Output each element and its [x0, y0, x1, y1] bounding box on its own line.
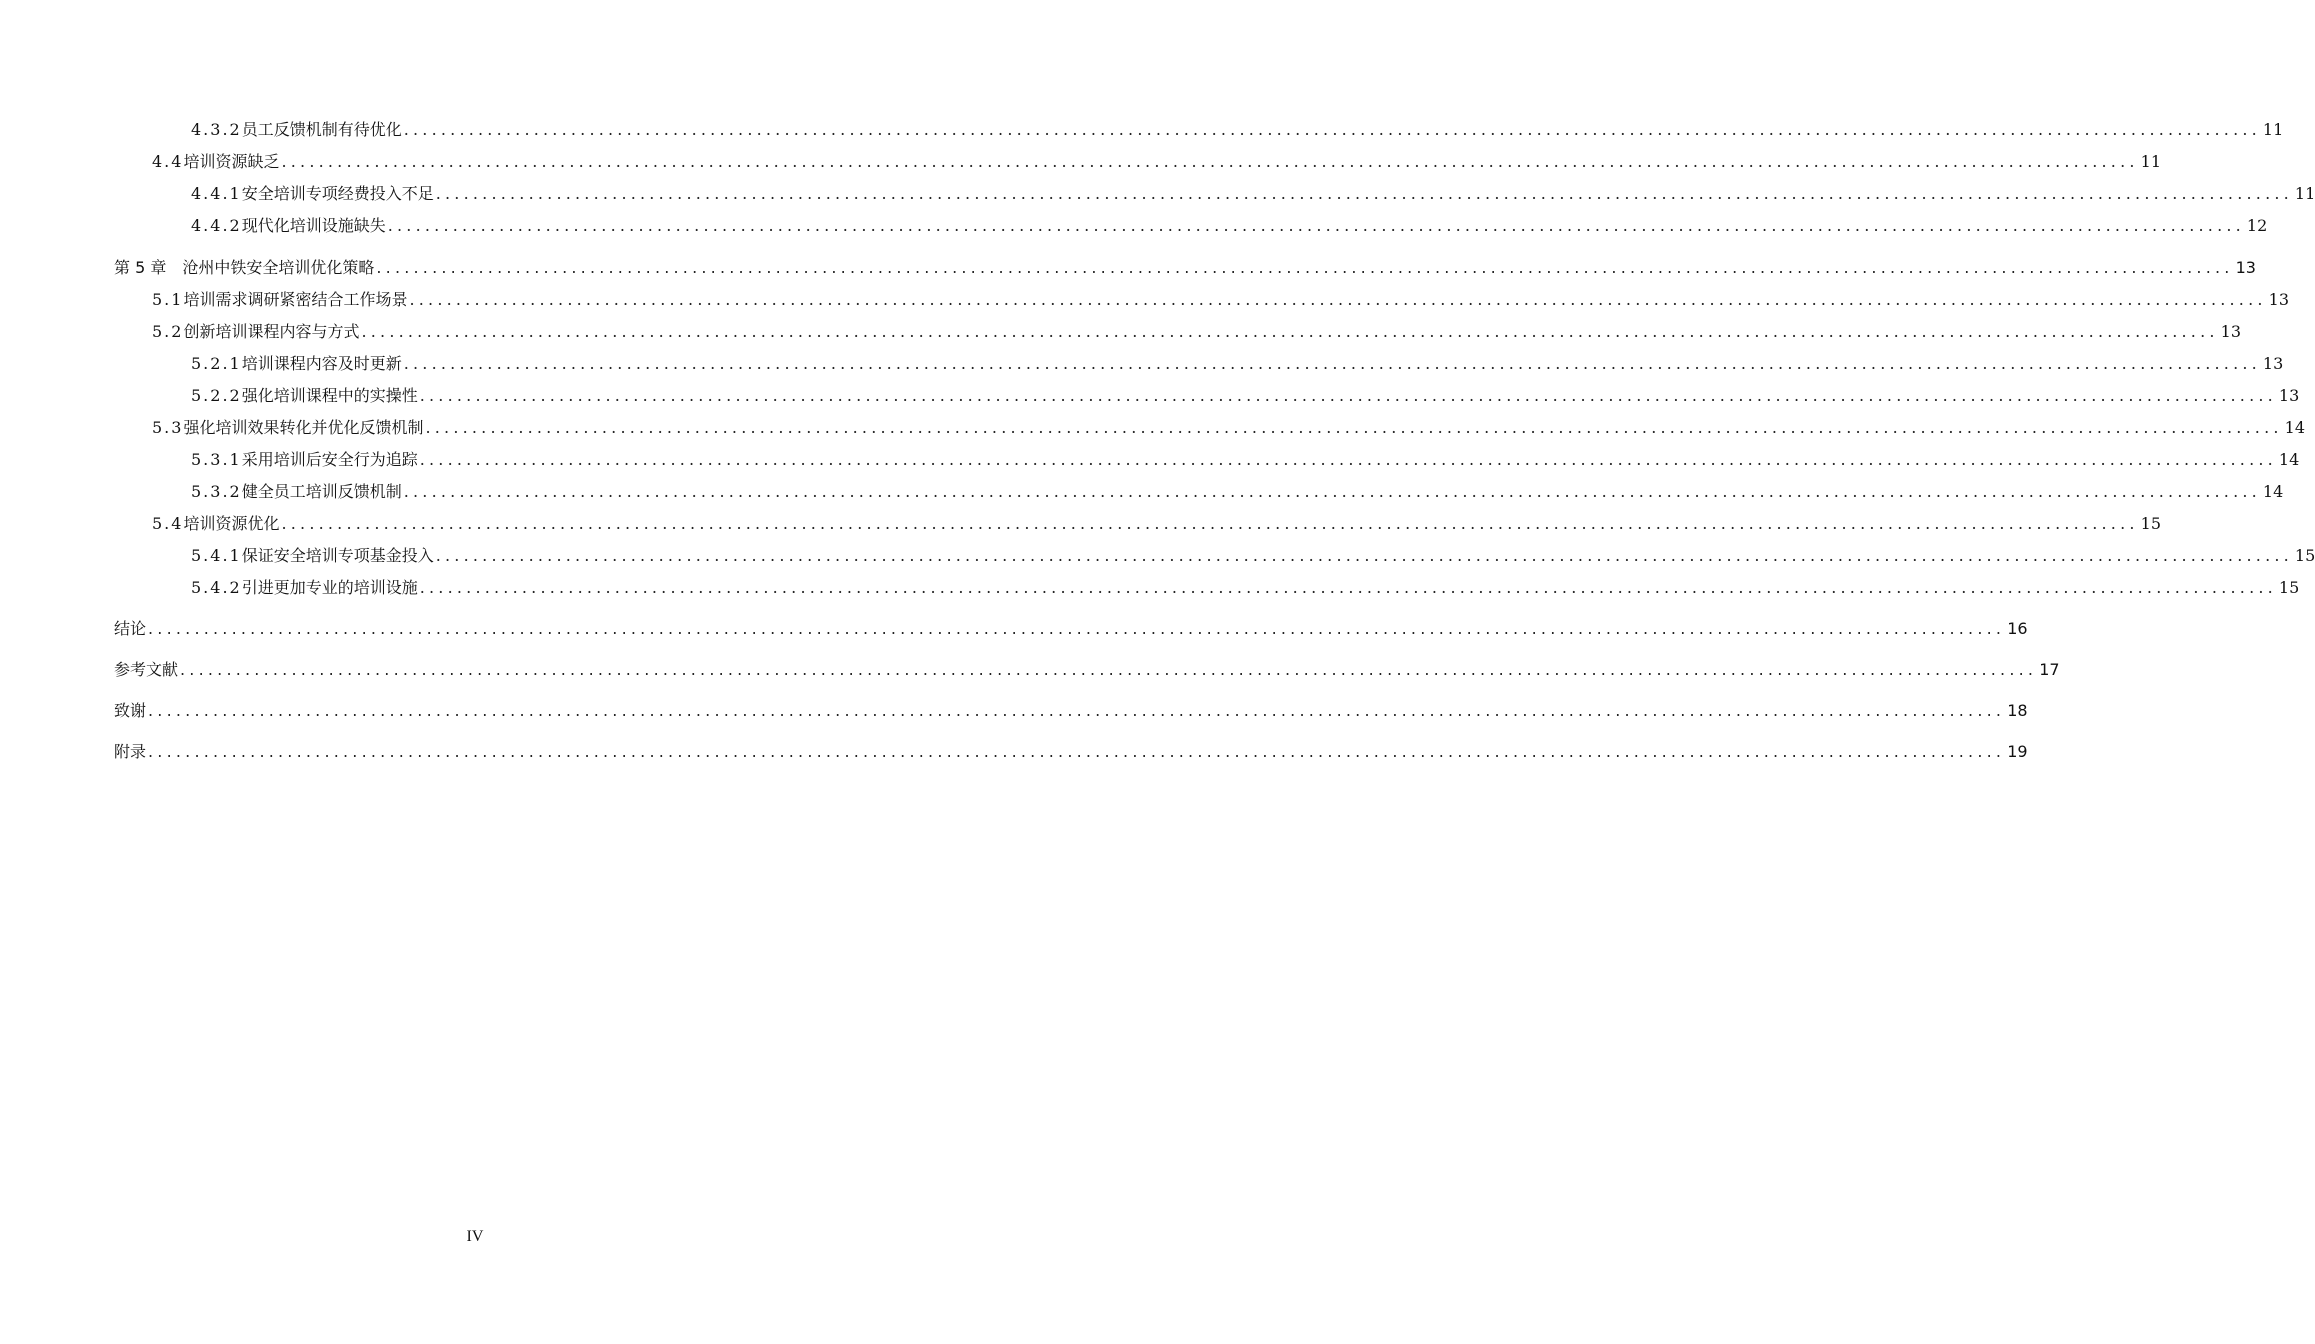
toc-entry-title: 员工反馈机制有待优化	[241, 120, 402, 139]
toc-entry-number: 4.4	[152, 152, 184, 171]
toc-entry-title: 强化培训课程中的实操性	[241, 386, 418, 405]
toc-entry[interactable]	[191, 184, 2315, 204]
toc-entry-leader-dots: ........................................................................................................................................................................................................	[419, 578, 2277, 597]
toc-entry-page: 13	[2220, 322, 2242, 341]
toc-entry-page: 13	[2262, 354, 2284, 373]
toc-entry[interactable]	[152, 152, 2162, 172]
toc-entry-number: 5.4	[152, 514, 184, 533]
toc-entry-page: 16	[2007, 619, 2028, 638]
toc-entry-page: 13	[2235, 258, 2256, 277]
toc-entry-leader-dots: ........................................................................................................................................................................................................	[281, 152, 2139, 171]
page-number: IV	[466, 1228, 484, 1245]
toc-entry-page: 15	[2294, 546, 2315, 565]
toc-entry-title: 致谢	[114, 701, 147, 720]
toc-entry[interactable]	[114, 742, 2028, 762]
toc-entry-number: 第 5 章	[114, 258, 167, 277]
toc-entry-page: 19	[2007, 742, 2028, 761]
toc-entry[interactable]	[191, 120, 2284, 140]
toc-entry-leader-dots: ........................................................................................................................................................................................................	[180, 660, 2038, 679]
toc-entry-leader-dots: ........................................................................................................................................................................................................	[419, 386, 2277, 405]
toc-entry-number: 5.4.2	[191, 578, 242, 597]
toc-entry-title: 培训课程内容及时更新	[241, 354, 402, 373]
toc-entry[interactable]	[114, 619, 2028, 639]
toc-entry[interactable]	[152, 514, 2162, 534]
toc-entry-leader-dots: ........................................................................................................................................................................................................	[403, 120, 2261, 139]
toc-entry-page: 12	[2246, 216, 2268, 235]
toc-entry-leader-dots: ........................................................................................................................................................................................................	[281, 514, 2139, 533]
toc-entry-title: 采用培训后安全行为追踪	[241, 450, 418, 469]
toc-entry-leader-dots: ........................................................................................................................................................................................................	[148, 619, 2006, 638]
toc-entry-leader-dots: ........................................................................................................................................................................................................	[403, 482, 2261, 501]
toc-entry[interactable]	[152, 290, 2290, 310]
toc-entry-title: 结论	[114, 619, 147, 638]
toc-entry-leader-dots: ........................................................................................................................................................................................................	[387, 216, 2245, 235]
toc-entry-number: 5.4.1	[191, 546, 242, 565]
toc-entry-page: 14	[2262, 482, 2284, 501]
toc-entry[interactable]	[191, 578, 2300, 598]
toc-entry-leader-dots: ........................................................................................................................................................................................................	[376, 258, 2234, 277]
toc-entry-leader-dots: ........................................................................................................................................................................................................	[148, 742, 2006, 761]
toc-entry-title: 创新培训课程内容与方式	[183, 322, 360, 341]
toc-entry-number: 5.3.2	[191, 482, 242, 501]
toc-entry[interactable]	[191, 482, 2284, 502]
toc-entry-page: 18	[2007, 701, 2028, 720]
toc-entry-number: 5.2	[152, 322, 184, 341]
toc-entry-title: 健全员工培训反馈机制	[241, 482, 402, 501]
toc-entry-number: 5.3	[152, 418, 184, 437]
toc-entry-number: 4.4.1	[191, 184, 242, 203]
toc-entry-page: 11	[2262, 120, 2284, 139]
toc-entry-page: 14	[2278, 450, 2300, 469]
toc-entry[interactable]	[114, 660, 2060, 680]
toc-entry[interactable]	[191, 354, 2284, 374]
toc-entry-number: 5.2.1	[191, 354, 242, 373]
toc-entry-leader-dots: ........................................................................................................................................................................................................	[435, 546, 2293, 565]
toc-entry-number: 4.3.2	[191, 120, 242, 139]
toc-entry-page: 15	[2278, 578, 2300, 597]
toc-entry-number: 5.2.2	[191, 386, 242, 405]
toc-entry-page: 11	[2294, 184, 2315, 203]
toc-entry[interactable]	[114, 258, 2256, 278]
toc-entry-page: 15	[2140, 514, 2162, 533]
toc-entry[interactable]	[191, 546, 2315, 566]
toc-entry[interactable]	[191, 450, 2300, 470]
toc-entry-leader-dots: ........................................................................................................................................................................................................	[409, 290, 2267, 309]
toc-entry-page: 13	[2278, 386, 2300, 405]
toc-entry[interactable]	[152, 418, 2306, 438]
toc-entry-leader-dots: ........................................................................................................................................................................................................	[403, 354, 2261, 373]
toc-entry-leader-dots: ........................................................................................................................................................................................................	[425, 418, 2283, 437]
toc-entry-leader-dots: ........................................................................................................................................................................................................	[435, 184, 2293, 203]
toc-entry-page: 11	[2140, 152, 2162, 171]
toc-entry-title: 参考文献	[114, 660, 179, 679]
toc-entry-leader-dots: ........................................................................................................................................................................................................	[419, 450, 2277, 469]
toc-entry-number: 4.4.2	[191, 216, 242, 235]
toc-entry-title: 安全培训专项经费投入不足	[241, 184, 434, 203]
toc-entry-page: 17	[2039, 660, 2060, 679]
toc-entry-leader-dots: ........................................................................................................................................................................................................	[148, 701, 2006, 720]
toc-entry-title: 培训需求调研紧密结合工作场景	[183, 290, 408, 309]
toc-entry[interactable]	[114, 701, 2028, 721]
toc-entry-title: 引进更加专业的培训设施	[241, 578, 418, 597]
toc-entry-title: 附录	[114, 742, 147, 761]
toc-entry[interactable]	[152, 322, 2242, 342]
toc-entry-number: 5.3.1	[191, 450, 242, 469]
toc-entry-title: 强化培训效果转化并优化反馈机制	[183, 418, 424, 437]
toc-entry-title: 现代化培训设施缺失	[241, 216, 386, 235]
toc-entry-title: 培训资源优化	[183, 514, 280, 533]
toc-entry-leader-dots: ........................................................................................................................................................................................................	[361, 322, 2219, 341]
toc-entry-page: 14	[2284, 418, 2306, 437]
toc-entry-page: 13	[2268, 290, 2290, 309]
toc-entry[interactable]	[191, 386, 2300, 406]
toc-entry-title: 沧州中铁安全培训优化策略	[182, 258, 375, 277]
toc-entry-title: 培训资源缺乏	[183, 152, 280, 171]
toc-entry-title: 保证安全培训专项基金投入	[241, 546, 434, 565]
toc-entry-number: 5.1	[152, 290, 184, 309]
toc-entry[interactable]	[191, 216, 2268, 236]
